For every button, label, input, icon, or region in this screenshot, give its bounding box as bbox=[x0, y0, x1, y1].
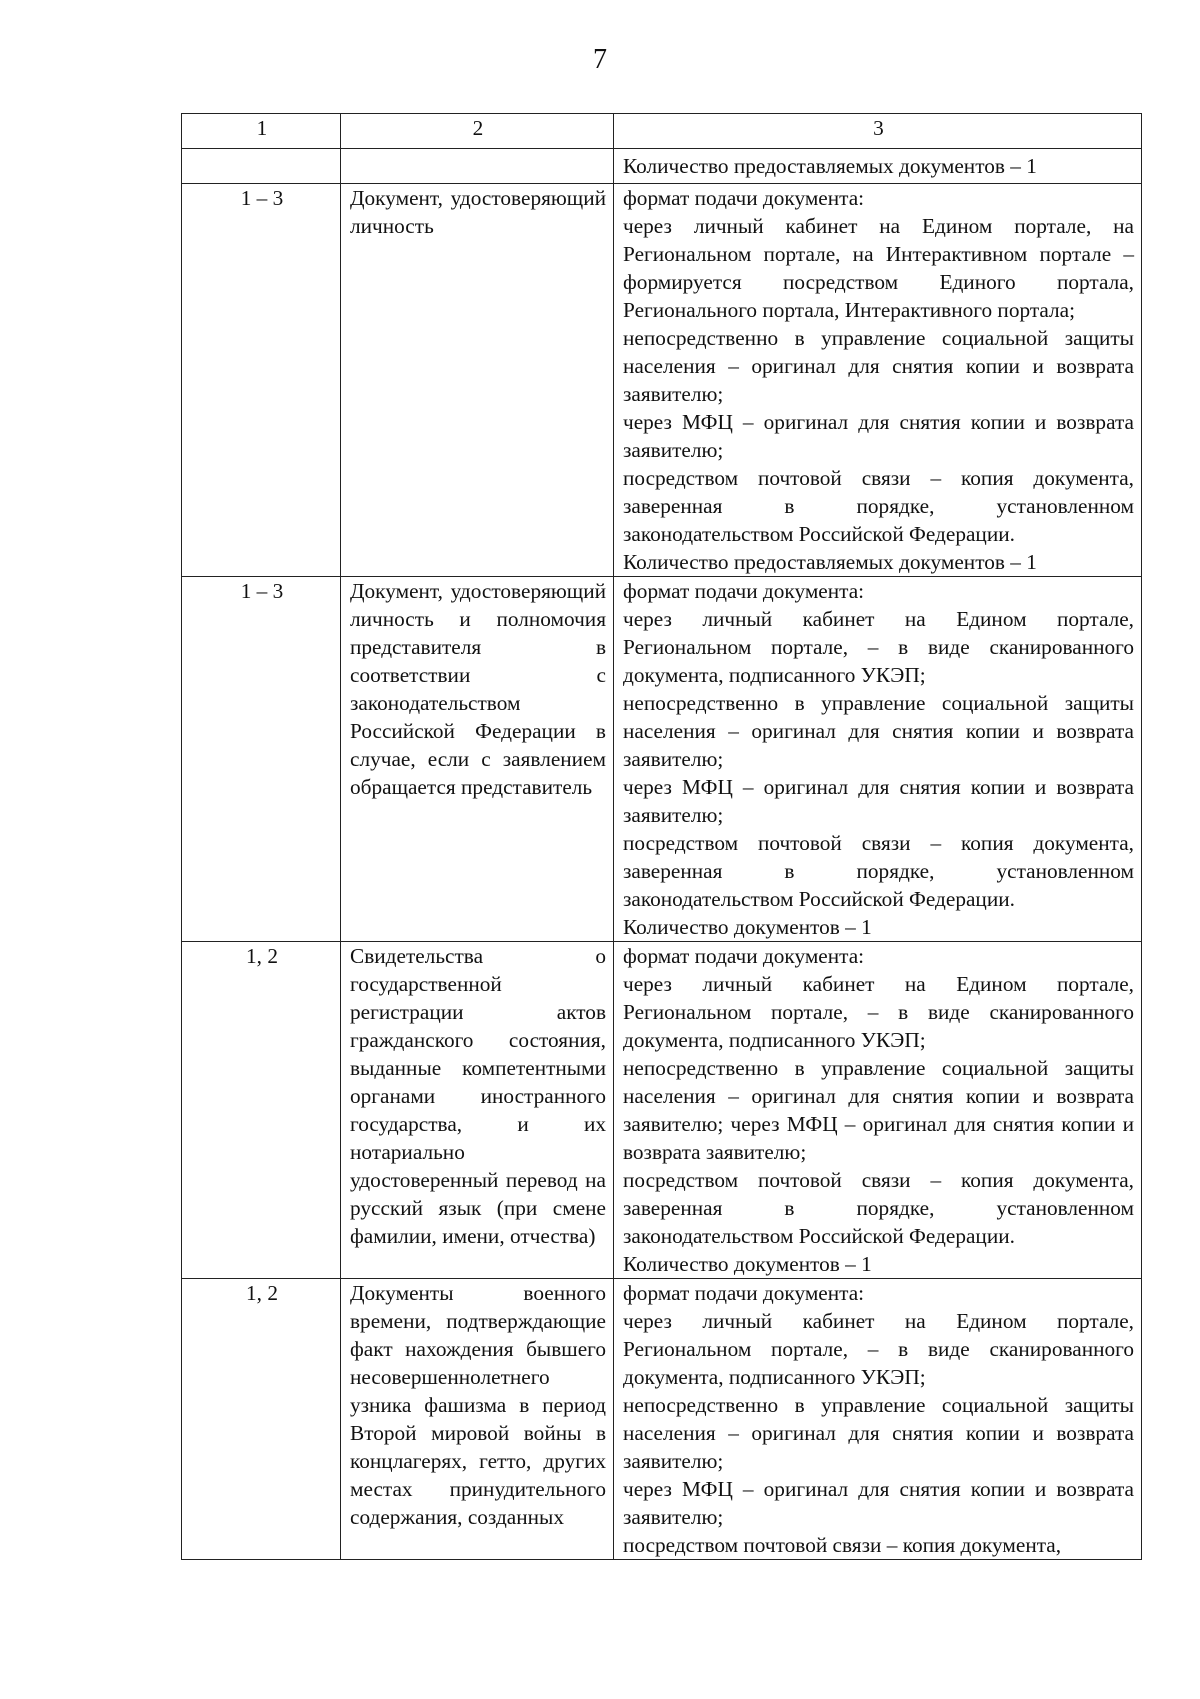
detail-paragraph: непосредственно в управление социальной защиты населения – оригинал для снятия копии и возврата заявителю; bbox=[623, 326, 1134, 406]
detail-paragraph: непосредственно в управление социальной защиты населения – оригинал для снятия копии и возврата заявителю; bbox=[623, 1393, 1134, 1473]
detail-paragraph: формат подачи документа: bbox=[623, 1281, 865, 1305]
detail-paragraph: посредством почтовой связи – копия документа, заверенная в порядке, установленном законодательством Российской Федерации. bbox=[623, 1168, 1134, 1248]
table-row bbox=[182, 149, 1142, 184]
page-number: 7 bbox=[593, 44, 607, 75]
detail-paragraph: непосредственно в управление социальной защиты населения – оригинал для снятия копии и возврата заявителю; bbox=[623, 691, 1134, 771]
detail-paragraph: формат подачи документа: bbox=[623, 579, 865, 603]
row-number-cell bbox=[182, 149, 341, 184]
row-number-cell: 1 – 3 bbox=[182, 184, 341, 577]
table-header-row bbox=[182, 114, 1142, 149]
detail-paragraph: через МФЦ – оригинал для снятия копии и возврата заявителю; bbox=[623, 775, 1134, 827]
row-number-cell: 1, 2 bbox=[182, 942, 341, 1279]
detail-paragraph: Количество предоставляемых документов – 1 bbox=[623, 550, 1037, 574]
table-row bbox=[182, 942, 1142, 1279]
submission-details-cell bbox=[614, 942, 1142, 1279]
table-row bbox=[182, 184, 1142, 577]
table-row bbox=[182, 577, 1142, 942]
submission-details-cell bbox=[614, 149, 1142, 184]
row-number-cell: 1, 2 bbox=[182, 1279, 341, 1560]
submission-details-cell bbox=[614, 1279, 1142, 1560]
detail-paragraph: формат подачи документа: bbox=[623, 944, 865, 968]
detail-paragraph: посредством почтовой связи – копия документа, заверенная в порядке, установленном законодательством Российской Федерации. bbox=[623, 466, 1134, 546]
table-row bbox=[182, 1279, 1142, 1560]
document-name-cell: Документы военного времени, подтверждающие факт нахождения бывшего несовершеннолетнего узника фашизма в период Второй мировой войны в концлагерях, гетто, других местах принудительного содержания, созданных bbox=[341, 1279, 614, 1560]
documents-table bbox=[181, 113, 1142, 1560]
document-name-cell bbox=[341, 149, 614, 184]
row-number-cell: 1 – 3 bbox=[182, 577, 341, 942]
detail-paragraph: Количество документов – 1 bbox=[623, 915, 872, 939]
detail-paragraph: Количество документов – 1 bbox=[623, 1252, 872, 1276]
detail-paragraph: через личный кабинет на Едином портале, Региональном портале, – в виде сканированного документа, подписанного УКЭП; bbox=[623, 972, 1134, 1052]
detail-paragraph: через МФЦ – оригинал для снятия копии и возврата заявителю; bbox=[623, 1477, 1134, 1529]
detail-paragraph: непосредственно в управление социальной защиты населения – оригинал для снятия копии и возврата заявителю; через МФЦ – оригинал для снятия копии и возврата заявителю; bbox=[623, 1056, 1134, 1164]
submission-details-cell bbox=[614, 577, 1142, 942]
column-header-1: 1 bbox=[182, 114, 341, 149]
document-name-cell: Документ, удостоверяющий личность bbox=[341, 184, 614, 577]
detail-paragraph: посредством почтовой связи – копия документа, заверенная в порядке, установленном законодательством Российской Федерации. bbox=[623, 831, 1134, 911]
detail-line: Количество предоставляемых документов – 1 bbox=[623, 154, 1037, 178]
detail-paragraph: формат подачи документа: bbox=[623, 186, 865, 210]
detail-paragraph: через личный кабинет на Едином портале, Региональном портале, – в виде сканированного документа, подписанного УКЭП; bbox=[623, 1309, 1134, 1389]
document-name-cell: Документ, удостоверяющий личность и полномочия представителя в соответствии с законодательством Российской Федерации в случае, если с заявлением обращается представитель bbox=[341, 577, 614, 942]
detail-paragraph: посредством почтовой связи – копия документа, bbox=[623, 1533, 1062, 1557]
column-header-2: 2 bbox=[341, 114, 614, 149]
document-name-cell: Свидетельства о государственной регистрации актов гражданского состояния, выданные компетентными органами иностранного государства, и их нотариально удостоверенный перевод на русский язык (при смене фамилии, имени, отчества) bbox=[341, 942, 614, 1279]
detail-paragraph: через личный кабинет на Едином портале, Региональном портале, – в виде сканированного документа, подписанного УКЭП; bbox=[623, 607, 1134, 687]
column-header-3: 3 bbox=[614, 114, 1142, 149]
detail-paragraph: через МФЦ – оригинал для снятия копии и возврата заявителю; bbox=[623, 410, 1134, 462]
detail-paragraph: через личный кабинет на Едином портале, на Региональном портале, на Интерактивном портале – формируется посредством Единого портала, Регионального портала, Интерактивного портала; bbox=[623, 214, 1134, 322]
submission-details-cell bbox=[614, 184, 1142, 577]
